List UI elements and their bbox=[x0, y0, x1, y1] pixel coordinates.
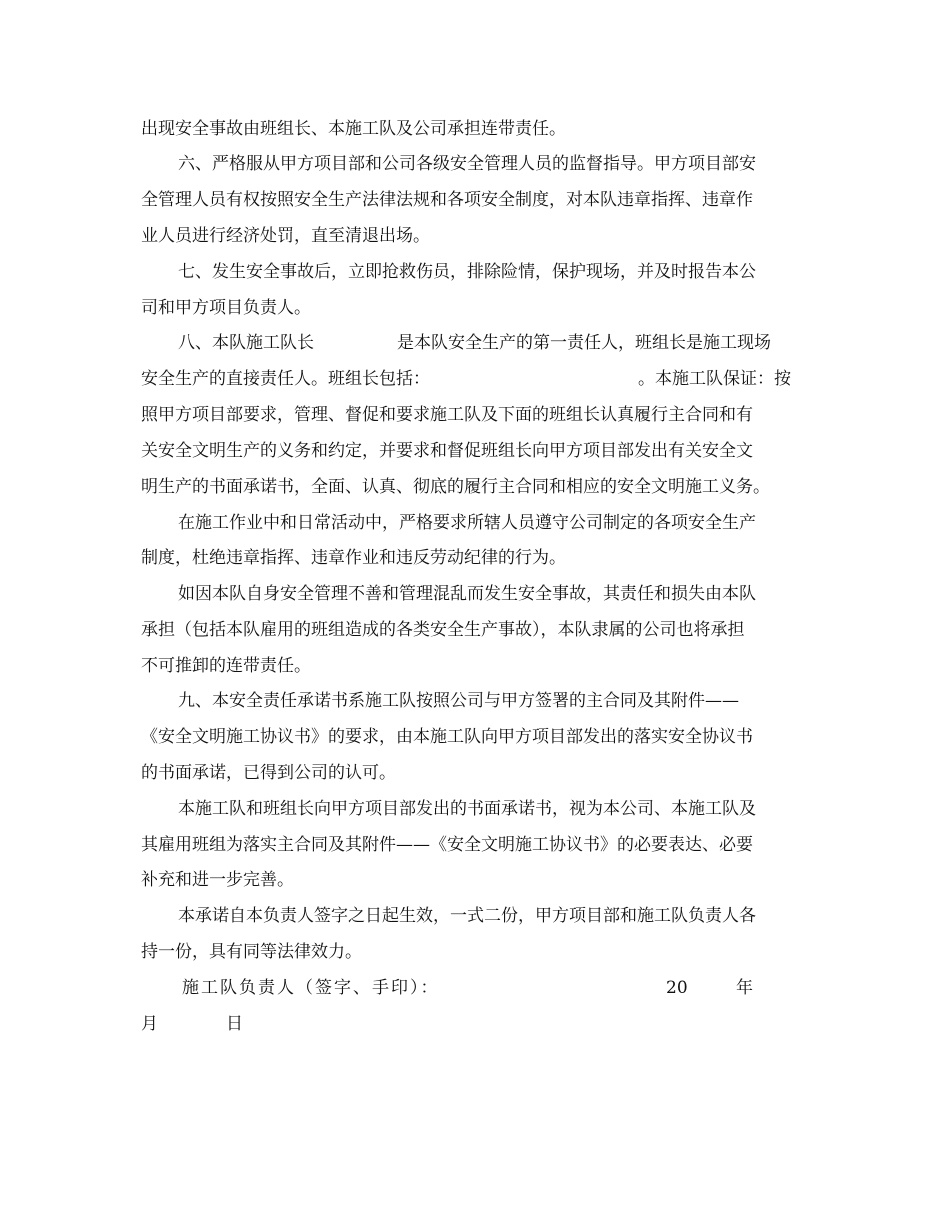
signature-year-prefix: 20 bbox=[666, 978, 688, 998]
text-line: 出现安全事故由班组长、本施工队及公司承担连带责任。 bbox=[141, 119, 566, 139]
clause-8-line-end: 是本队安全生产的第一责任人，班组长是施工现场 bbox=[397, 333, 771, 353]
signature-label: 施工队负责人（签字、手印）： bbox=[182, 978, 440, 998]
text-line-end: 。本施工队保证：按 bbox=[638, 369, 791, 389]
signature-year: 年 bbox=[736, 978, 753, 998]
clause-9-line: 九、本安全责任承诺书系施工队按照公司与甲方签署的主合同及其附件—— bbox=[178, 691, 739, 711]
paragraph-line: 本施工队和班组长向甲方项目部发出的书面承诺书，视为本公司、本施工队及 bbox=[178, 799, 756, 819]
text-line: 持一份，具有同等法律效力。 bbox=[141, 942, 362, 962]
text-line: 不可推卸的连带责任。 bbox=[141, 656, 311, 676]
text-line: 其雇用班组为落实主合同及其附件——《安全文明施工协议书》的必要表达、必要 bbox=[141, 835, 753, 855]
text-line: 《安全文明施工协议书》的要求，由本施工队向甲方项目部发出的落实安全协议书 bbox=[141, 727, 753, 747]
text-line: 司和甲方项目负责人。 bbox=[141, 298, 311, 318]
text-line: 明生产的书面承诺书，全面、认真、彻底的履行主合同和相应的安全文明施工义务。 bbox=[141, 477, 770, 497]
text-line: 全管理人员有权按照安全生产法律法规和各项安全制度，对本队违章指挥、违章作 bbox=[141, 190, 753, 210]
clause-7-line: 七、发生安全事故后，立即抢救伤员，排除险情，保护现场，并及时报告本公 bbox=[178, 262, 756, 282]
text-line-start: 安全生产的直接责任人。班组长包括： bbox=[141, 369, 430, 389]
clause-6-line: 六、严格服从甲方项目部和公司各级安全管理人员的监督指导。甲方项目部安 bbox=[178, 154, 756, 174]
paragraph-line: 如因本队自身安全管理不善和管理混乱而发生安全事故，其责任和损失由本队 bbox=[178, 584, 756, 604]
text-line: 的书面承诺，已得到公司的认可。 bbox=[141, 763, 396, 783]
text-line: 关安全文明生产的义务和约定，并要求和督促班组长向甲方项目部发出有关安全文 bbox=[141, 441, 753, 461]
text-line: 业人员进行经济处罚，直至清退出场。 bbox=[141, 226, 430, 246]
text-line: 照甲方项目部要求，管理、督促和要求施工队及下面的班组长认真履行主合同和有 bbox=[141, 405, 753, 425]
text-line: 补充和进一步完善。 bbox=[141, 870, 294, 890]
clause-8-line-start: 八、本队施工队长 bbox=[178, 333, 314, 353]
text-line: 承担（包括本队雇用的班组造成的各类安全生产事故），本队隶属的公司也将承担 bbox=[141, 620, 745, 640]
paragraph-line: 在施工作业中和日常活动中，严格要求所辖人员遵守公司制定的各项安全生产 bbox=[178, 513, 756, 533]
signature-month: 月 bbox=[141, 1014, 158, 1034]
paragraph-line: 本承诺自本负责人签字之日起生效，一式二份，甲方项目部和施工队负责人各 bbox=[178, 906, 756, 926]
text-line: 制度，杜绝违章指挥、违章作业和违反劳动纪律的行为。 bbox=[141, 548, 566, 568]
signature-day: 日 bbox=[226, 1014, 243, 1034]
